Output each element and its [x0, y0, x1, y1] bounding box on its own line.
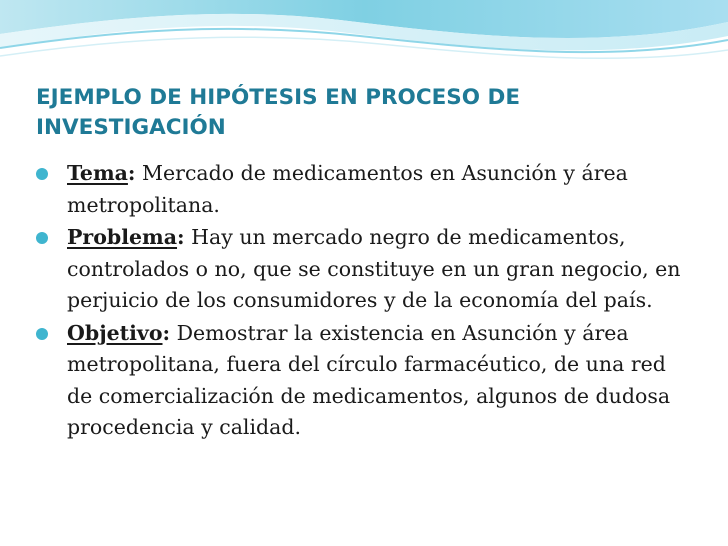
bullet-term-word: Objetivo [67, 320, 163, 345]
header-wave-decoration [0, 0, 728, 80]
bullet-objetivo [36, 318, 696, 444]
bullet-dot-icon [36, 328, 48, 340]
bullet-text: Hay un mercado negro de medicamentos, controlados o no, que se constituye en un gran negocio, en perjuicio de los consumidores y de la economía del país. [67, 225, 681, 312]
bullet-term [67, 161, 136, 185]
slide-title: EJEMPLO DE HIPÓTESIS EN PROCESO DE INVESTIGACIÓN [36, 85, 521, 140]
bullet-term-word: Problema [67, 225, 178, 249]
bullet-text: Demostrar la existencia en Asunción y área metropolitana, fuera del círculo farmacéutico, de una red de comercialización de medicamentos, algunos de dudosa procedencia y calidad. [67, 320, 671, 439]
bullet-problema [36, 222, 696, 317]
bullet-dot-icon [36, 168, 48, 180]
bullet-list [36, 158, 696, 445]
bullet-text: Mercado de medicamentos en Asunción y área metropolitana. [67, 161, 628, 217]
bullet-term-sep: : [127, 161, 136, 185]
bullet-term-word: Tema [67, 161, 128, 185]
bullet-tema [36, 158, 696, 221]
bullet-dot-icon [36, 232, 48, 244]
bullet-term-sep: : [177, 225, 185, 249]
bullet-term [67, 321, 170, 345]
bullet-term-sep: : [162, 320, 171, 345]
bullet-term [67, 225, 185, 249]
